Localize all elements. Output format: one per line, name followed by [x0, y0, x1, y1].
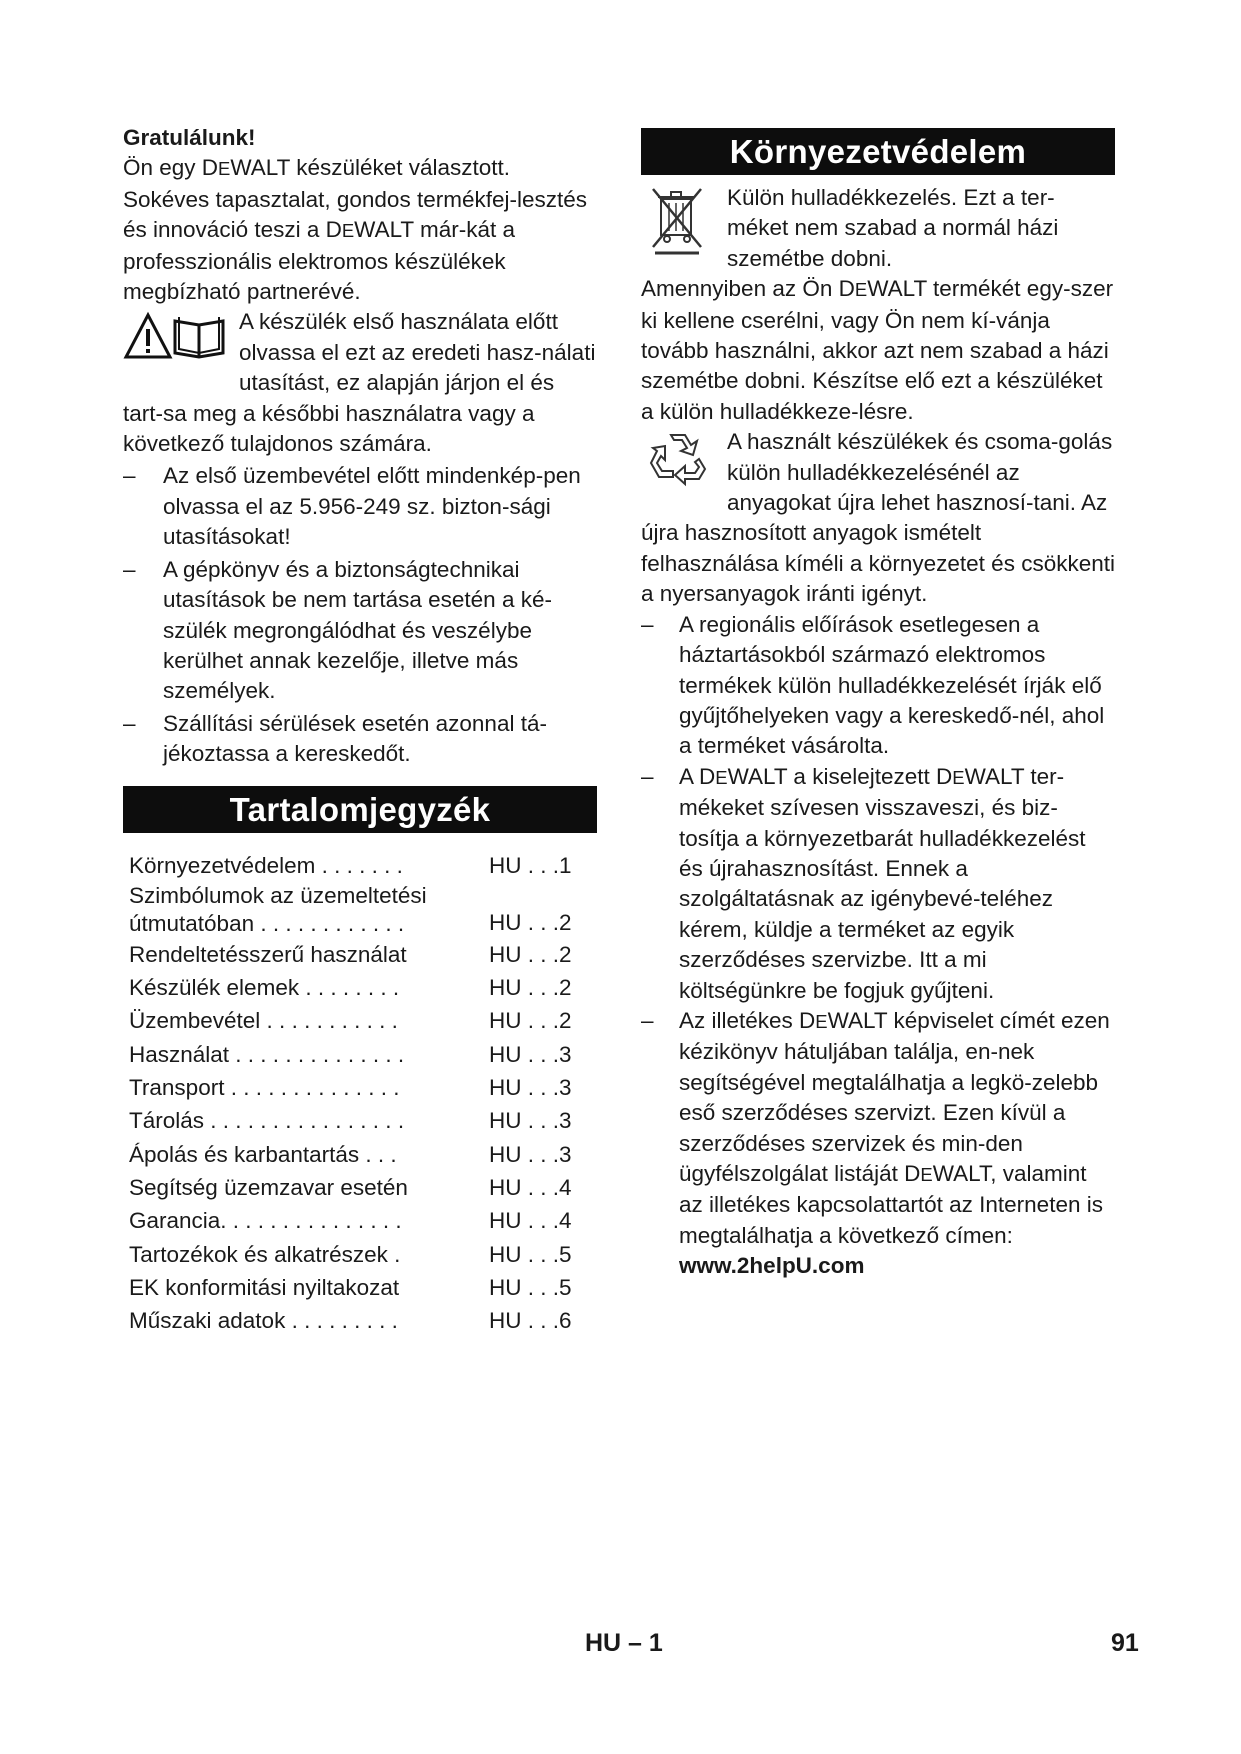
warning-note: [123, 307, 597, 459]
toc-title: Tartalomjegyzék: [123, 786, 597, 833]
intro-paragraph-2: Sokéves tapasztalat, gondos termékfej-lesztés és innováció teszi a DEWALT már-kát a professzionális elektromos készülékek megbízható partnerévé.: [123, 186, 587, 305]
crossed-bin-icon: [649, 185, 705, 265]
waste-note: [641, 183, 1115, 274]
recycling-note: [641, 427, 1115, 609]
toc-row[interactable]: Szimbólumok az üzemeltetési útmutatóban . . . . . . . . . . . . HU . . .2: [129, 882, 572, 936]
toc-row[interactable]: EK konformitási nyiltakozat HU . . .5: [129, 1274, 572, 1300]
page-number: 91: [1111, 1629, 1139, 1657]
intro-bullets: [123, 461, 597, 769]
right-column: [641, 128, 1115, 1282]
toc-row[interactable]: Transport . . . . . . . . . . . . . . HU . . .3: [129, 1075, 572, 1101]
toc-row[interactable]: Tartozékok és alkatrészek . HU . . .5: [129, 1241, 572, 1267]
environment-title: Környezetvédelem: [641, 128, 1115, 175]
toc-row[interactable]: Garancia. . . . . . . . . . . . . . . HU . . .4: [129, 1208, 572, 1234]
toc-row[interactable]: Üzembevétel . . . . . . . . . . . HU . . .2: [129, 1008, 572, 1034]
waste-note-text: Külön hulladékkezelés. Ezt a ter-méket nem szabad a normál házi szemétbe dobni.: [727, 185, 1059, 271]
left-column: [123, 123, 597, 1337]
list-item: – A regionális előírások esetlegesen a háztartásokból származó elektromos termékek külön hulladékkezelését írják elő gyűjtőhelyeken vagy a kereskedő-nél, ahol a terméket vásárolta.: [641, 611, 1105, 759]
intro-heading: Gratulálunk!: [123, 125, 256, 150]
toc-row[interactable]: Tárolás . . . . . . . . . . . . . . . . HU . . .3: [129, 1108, 572, 1134]
toc-row[interactable]: Ápolás és karbantartás . . . HU . . .3: [129, 1141, 572, 1167]
toc-row[interactable]: Műszaki adatok . . . . . . . . . HU . . .6: [129, 1308, 572, 1334]
list-item: – Az első üzembevétel előtt mindenkép-pen olvassa el az 5.956-249 sz. bizton-sági utasításokat!: [123, 463, 581, 550]
list-item: – Szállítási sérülések esetén azonnal tá-jékoztassa a kereskedőt.: [123, 710, 547, 767]
toc-row[interactable]: Rendeltetésszerű használat HU . . .2: [129, 941, 572, 967]
warning-manual-icon: [123, 309, 227, 369]
table-of-contents: [123, 849, 597, 1338]
list-item: – A gépkönyv és a biztonságtechnikai utasítások be nem tartása esetén a ké-szülék megrongálódhat és veszélybe kerülhet annak kezelője, illetve más személyek.: [123, 556, 552, 704]
recycle-icon: [647, 429, 709, 495]
toc-row[interactable]: Környezetvédelem . . . . . . . HU . . .1: [129, 852, 572, 878]
warning-text: A készülék első használata előtt olvassa el ezt az eredeti hasz-nálati utasítást, ez alapján járjon el és tart-sa meg a későbbi használatra vagy a következő tulajdonos számára.: [123, 309, 596, 457]
list-item: – Az illetékes DEWALT képviselet címét ezen kézikönyv hátuljában találja, en-nek segítségével megtalálhatja a legkö-zelebb eső szerződéses szervizt. Ezen kívül a szerződéses szervizek és min-den ügyfélszolgálat listáját DEWALT, valamint az illetékes kapcsolattartót az Interneten is megtalálhatja a következő címen: www.2helpU.com: [641, 1007, 1110, 1279]
toc-row[interactable]: Segítség üzemzavar esetén HU . . .4: [129, 1174, 572, 1200]
section-page-label: HU – 1: [585, 1629, 663, 1657]
toc-row[interactable]: Készülék elemek . . . . . . . . HU . . .2: [129, 975, 572, 1001]
support-url[interactable]: www.2helpU.com: [679, 1253, 865, 1279]
recycling-text: A használt készülékek és csoma-golás külön hulladékkezelésénél az anyagokat újra lehet hasznosí-tani. Az újra hasznosított anyagok ismételt felhasználása kíméli a környezetet és csökkenti a nyersanyagok iránti igényt.: [641, 429, 1115, 607]
intro-paragraph-1: Ön egy DEWALT készüléket választott.: [123, 155, 511, 181]
list-item: – A DEWALT a kiselejtezett DEWALT ter-mékeket szívesen visszaveszi, és biz-tosítja a környezetbarát hulladékkezelést és újrahasznosítást. Ennek a szolgáltatásnak az igénybevé-teléhez kérem, küldje a terméket az egyik szerződéses szervizbe. Itt a mi költségünkre be fogjuk gyűjteni.: [641, 763, 1086, 1003]
disposal-paragraph: Amennyiben az Ön DEWALT termékét egy-szer ki kellene cserélni, vagy Ön nem kí-vánja tovább használni, akkor azt nem szabad a házi szemétbe dobni. Készítse elő ezt a készüléket a külön hulladékkeze-lésre.: [641, 276, 1114, 424]
toc-row[interactable]: Használat . . . . . . . . . . . . . . HU . . .3: [129, 1041, 572, 1067]
